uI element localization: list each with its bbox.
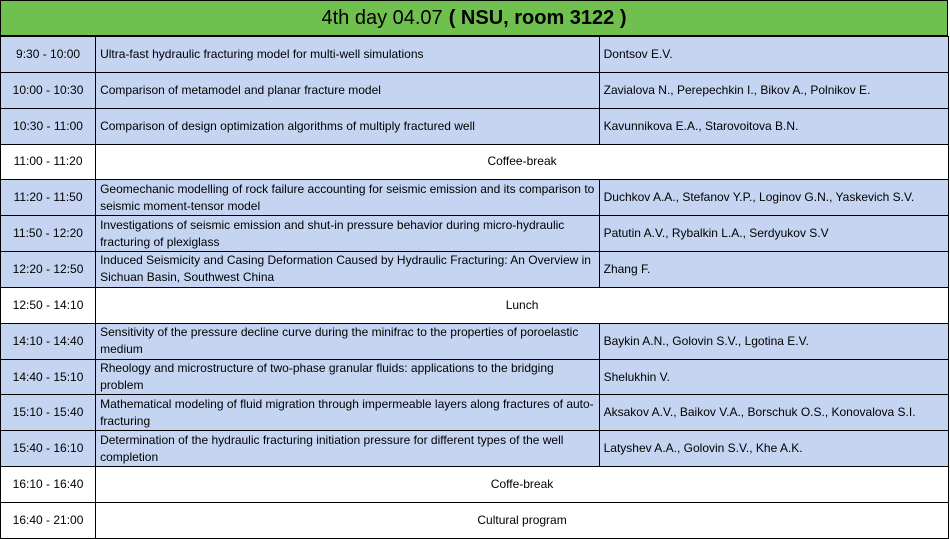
talk-title-cell: Sensitivity of the pressure decline curve during the minifrac to the properties of poroelastic medium — [96, 323, 600, 359]
authors-cell: Duchkov A.A., Stefanov Y.P., Loginov G.N., Yaskevich S.V. — [599, 180, 948, 216]
talk-row — [1, 216, 949, 252]
talk-row — [1, 395, 949, 431]
talk-title-cell: Determination of the hydraulic fracturing initiation pressure for different types of the well completion — [96, 431, 600, 467]
schedule-table — [0, 36, 949, 539]
talk-title-cell: Ultra-fast hydraulic fracturing model for multi-well simulations — [96, 37, 600, 73]
time-cell: 16:40 - 21:00 — [1, 502, 96, 538]
talk-row — [1, 37, 949, 73]
authors-cell: Kavunnikova E.A., Starovoitova B.N. — [599, 108, 948, 144]
talk-title-cell: Investigations of seismic emission and shut-in pressure behavior during micro-hydraulic fracturing of plexiglass — [96, 216, 600, 252]
time-cell: 9:30 - 10:00 — [1, 37, 96, 73]
time-cell: 16:10 - 16:40 — [1, 467, 96, 503]
talk-row — [1, 252, 949, 288]
time-cell: 14:10 - 14:40 — [1, 323, 96, 359]
authors-cell: Baykin A.N., Golovin S.V., Lgotina E.V. — [599, 323, 948, 359]
time-cell: 12:50 - 14:10 — [1, 287, 96, 323]
talk-row — [1, 108, 949, 144]
break-label: Coffe-break — [96, 467, 949, 503]
break-label: Coffee-break — [96, 144, 949, 180]
break-row — [1, 287, 949, 323]
break-label: Lunch — [96, 287, 949, 323]
break-row — [1, 467, 949, 503]
time-cell: 12:20 - 12:50 — [1, 252, 96, 288]
time-cell: 14:40 - 15:10 — [1, 359, 96, 395]
talk-title-cell: Rheology and microstructure of two-phase granular fluids: applications to the bridging problem — [96, 359, 600, 395]
talk-row — [1, 359, 949, 395]
talk-row — [1, 72, 949, 108]
break-row — [1, 144, 949, 180]
authors-cell: Zhang F. — [599, 252, 948, 288]
time-cell: 15:40 - 16:10 — [1, 431, 96, 467]
talk-title-cell: Geomechanic modelling of rock failure accounting for seismic emission and its comparison to seismic moment-tensor model — [96, 180, 600, 216]
authors-cell: Aksakov A.V., Baikov V.A., Borschuk O.S., Konovalova S.I. — [599, 395, 948, 431]
time-cell: 11:00 - 11:20 — [1, 144, 96, 180]
time-cell: 11:50 - 12:20 — [1, 216, 96, 252]
schedule-body — [1, 37, 949, 539]
time-cell: 10:00 - 10:30 — [1, 72, 96, 108]
time-cell: 11:20 - 11:50 — [1, 180, 96, 216]
authors-cell: Zavialova N., Perepechkin I., Bikov A., Polnikov E. — [599, 72, 948, 108]
day-title: 4th day 04.07 — [321, 6, 443, 29]
authors-cell: Patutin A.V., Rybalkin L.A., Serdyukov S.V — [599, 216, 948, 252]
talk-title-cell: Comparison of metamodel and planar fracture model — [96, 72, 600, 108]
venue-title: ( NSU, room 3122 ) — [448, 6, 627, 29]
talk-row — [1, 431, 949, 467]
talk-title-cell: Comparison of design optimization algorithms of multiply fractured well — [96, 108, 600, 144]
talk-row — [1, 323, 949, 359]
time-cell: 10:30 - 11:00 — [1, 108, 96, 144]
talk-title-cell: Mathematical modeling of fluid migration through impermeable layers along fractures of auto-fracturing — [96, 395, 600, 431]
talk-title-cell: Induced Seismicity and Casing Deformation Caused by Hydraulic Fracturing: An Overview in Sichuan Basin, Southwest China — [96, 252, 600, 288]
time-cell: 15:10 - 15:40 — [1, 395, 96, 431]
talk-row — [1, 180, 949, 216]
authors-cell: Latyshev A.A., Golovin S.V., Khe A.K. — [599, 431, 948, 467]
authors-cell: Dontsov E.V. — [599, 37, 948, 73]
break-row — [1, 502, 949, 538]
break-label: Cultural program — [96, 502, 949, 538]
day-header — [0, 0, 948, 36]
authors-cell: Shelukhin V. — [599, 359, 948, 395]
